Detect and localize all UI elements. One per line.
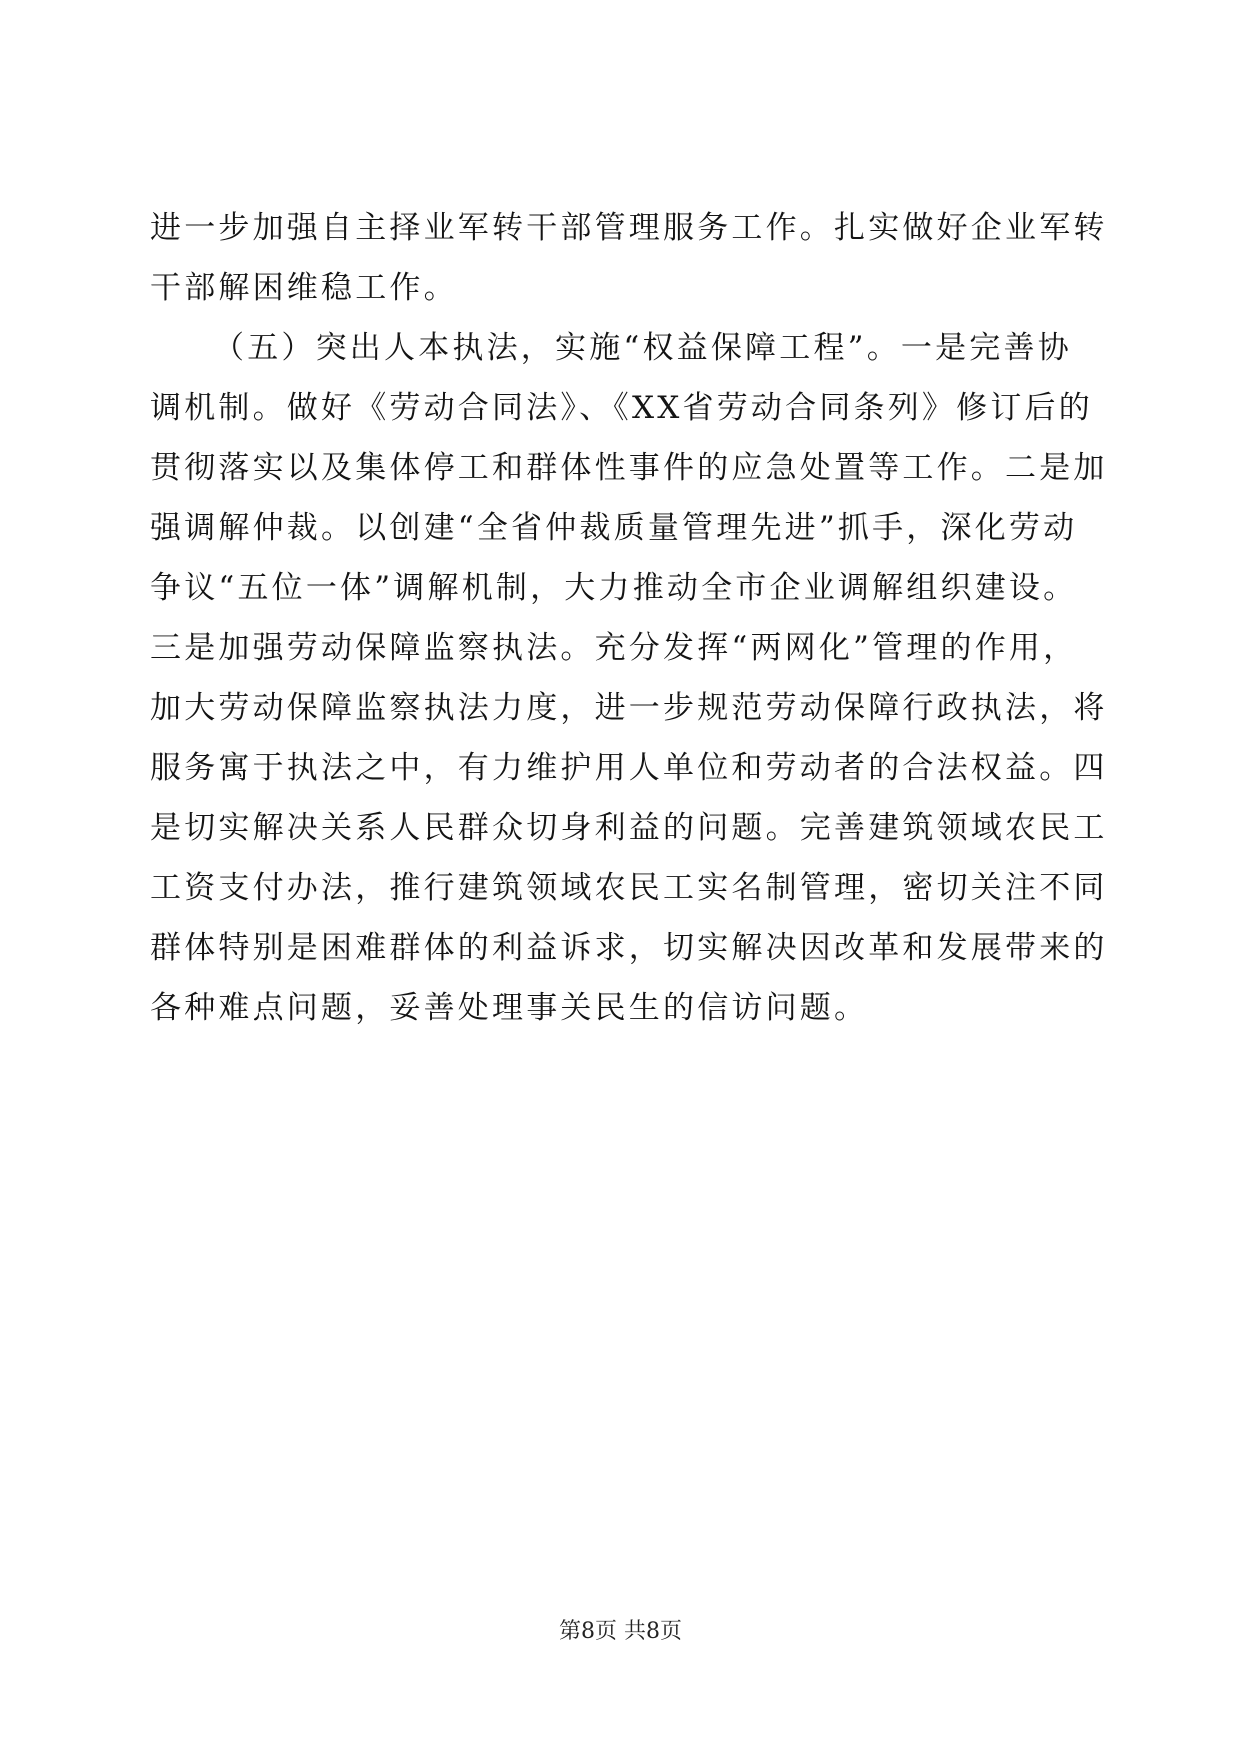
body-text-line: 争议“五位一体”调解机制，大力推动全市企业调解组织建设。: [150, 570, 1078, 606]
body-text-line: 贯彻落实以及集体停工和群体性事件的应急处置等工作。二是加: [150, 450, 1108, 486]
section-heading-line: （五）突出人本执法，实施“权益保障工程”。一是完善协: [213, 330, 1072, 366]
body-text-line: 各种难点问题，妥善处理事关民生的信访问题。: [150, 990, 869, 1026]
page-number-footer: 第8页 共8页: [559, 1619, 682, 1644]
body-text-line: 加大劳动保障监察执法力度，进一步规范劳动保障行政执法，将: [150, 690, 1108, 726]
body-text-line: 调机制。做好《劳动合同法》、《XX省劳动合同条列》修订后的: [150, 390, 1093, 426]
body-text-line: 进一步加强自主择业军转干部管理服务工作。扎实做好企业军转: [150, 210, 1108, 246]
body-text-line: 强调解仲裁。以创建“全省仲裁质量管理先进”抓手，深化劳动: [150, 510, 1078, 546]
body-text-line: 群体特别是困难群体的利益诉求，切实解决因改革和发展带来的: [150, 930, 1108, 966]
body-text-line: 服务寓于执法之中，有力维护用人单位和劳动者的合法权益。四: [150, 750, 1108, 786]
body-text-line: 是切实解决关系人民群众切身利益的问题。完善建筑领域农民工: [150, 810, 1108, 846]
body-text-line: 三是加强劳动保障监察执法。充分发挥“两网化”管理的作用，: [150, 630, 1078, 666]
body-text-line: 干部解困维稳工作。: [150, 270, 458, 306]
body-text-line: 工资支付办法，推行建筑领域农民工实名制管理，密切关注不同: [150, 870, 1108, 906]
